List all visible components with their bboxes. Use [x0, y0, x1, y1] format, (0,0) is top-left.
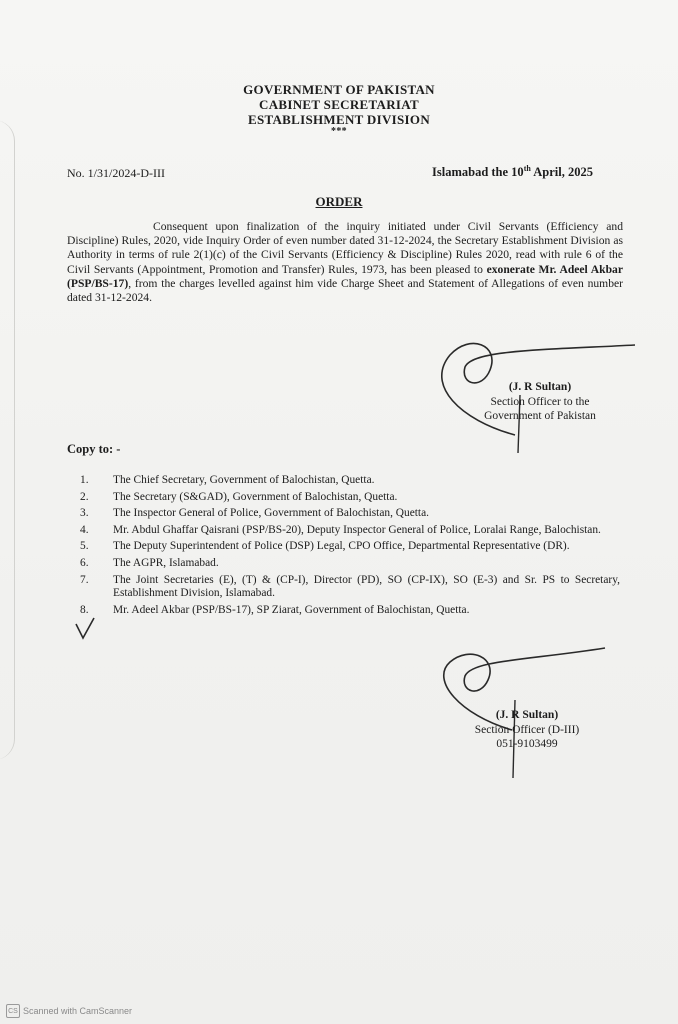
document-date: [432, 164, 593, 180]
copy-item-text: The Joint Secretaries (E), (T) & (CP-I), Director (PD), SO (CP-IX), SO (E-3) and Sr. PS to Secretary, Establishment Division, Islamabad.: [113, 573, 620, 600]
copy-list-item: [80, 557, 620, 571]
signatory-title-1b: Government of Pakistan: [484, 410, 596, 422]
copy-list-item: [80, 507, 620, 521]
copy-list-item: [80, 474, 620, 488]
order-body: [67, 220, 623, 305]
copy-list-item: [80, 524, 620, 538]
signatory-title-1a: Section Officer to the: [490, 395, 590, 408]
copy-list-item: [80, 540, 620, 554]
signature-block-2: [452, 708, 602, 752]
copy-item-number: 6.: [80, 556, 89, 569]
copy-list-item: [80, 491, 620, 505]
copy-item-number: 4.: [80, 523, 89, 536]
copy-item-text: The AGPR, Islamabad.: [113, 556, 219, 569]
order-body-part-2: , from the charges levelled against him vide Charge Sheet and Statement of Allegations of even number dated 31-12-2024.: [67, 276, 623, 305]
page-curl-shadow: [0, 120, 15, 760]
signatory-title-2: Section Officer (D-III): [474, 723, 580, 736]
copy-item-number: 5.: [80, 540, 89, 553]
copy-item-text: The Chief Secretary, Government of Balochistan, Quetta.: [113, 474, 375, 486]
camscanner-logo-icon: CS: [6, 1004, 20, 1018]
signature-block-1: [455, 380, 625, 424]
reference-number: No. 1/31/2024-D-III: [67, 166, 165, 180]
date-superscript: th: [523, 164, 531, 173]
copy-list-item: [80, 574, 620, 601]
order-title: ORDER: [315, 194, 363, 209]
copy-item-number: 7.: [80, 573, 89, 586]
copy-item-text: The Inspector General of Police, Government of Balochistan, Quetta.: [113, 507, 429, 520]
camscanner-text: Scanned with CamScanner: [23, 1006, 133, 1016]
signatory-phone: 051-9103499: [496, 738, 558, 750]
letterhead: [0, 82, 678, 137]
date-suffix: April, 2025: [530, 165, 593, 180]
copy-item-text: The Deputy Superintendent of Police (DSP) Legal, CPO Office, Departmental Representative (DR).: [113, 540, 570, 553]
letterhead-line-3: ESTABLISHMENT DIVISION: [247, 112, 431, 127]
camscanner-watermark: [6, 1004, 132, 1018]
order-body-exoneration: exonerate Mr. Adeel Akbar (PSP/BS-17): [67, 262, 623, 290]
copy-item-number: 1.: [80, 474, 89, 486]
copy-to-heading: Copy to: -: [67, 442, 121, 456]
signatory-name-2: (J. R Sultan): [495, 709, 559, 721]
order-body-part-1: Consequent upon finalization of the inquiry initiated under Civil Servants (Efficiency and Discipline) Rules, 2020, vide Inquiry Order of even number dated 31-12-2024, the Secretary Establishment Division as Authority in terms of rule 2(1)(c) of the Civil Servants (Efficiency & Discipline) Rules 2020, read with rule 6 of the Civil Servants (Appointment, Promotion and Transfer) Rules, 1973, has been pleased to: [67, 220, 623, 276]
copy-to-list: [80, 474, 620, 620]
copy-list-item: [80, 604, 620, 618]
letterhead-line-1: GOVERNMENT OF PAKISTAN: [243, 82, 435, 97]
letterhead-stars: ***: [331, 126, 347, 137]
copy-item-text: Mr. Adeel Akbar (PSP/BS-17), SP Ziarat, Government of Balochistan, Quetta.: [113, 603, 470, 616]
copy-item-number: 2.: [80, 490, 89, 503]
copy-item-number: 8.: [80, 603, 89, 616]
copy-item-number: 3.: [80, 507, 89, 520]
copy-item-text: Mr. Abdul Ghaffar Qaisrani (PSP/BS-20), Deputy Inspector General of Police, Loralai Range, Balochistan.: [113, 523, 601, 536]
copy-item-text: The Secretary (S&GAD), Government of Balochistan, Quetta.: [113, 490, 398, 503]
date-prefix: Islamabad the 10: [432, 165, 524, 180]
letterhead-line-2: CABINET SECRETARIAT: [259, 97, 419, 112]
signatory-name-1: (J. R Sultan): [508, 381, 572, 393]
